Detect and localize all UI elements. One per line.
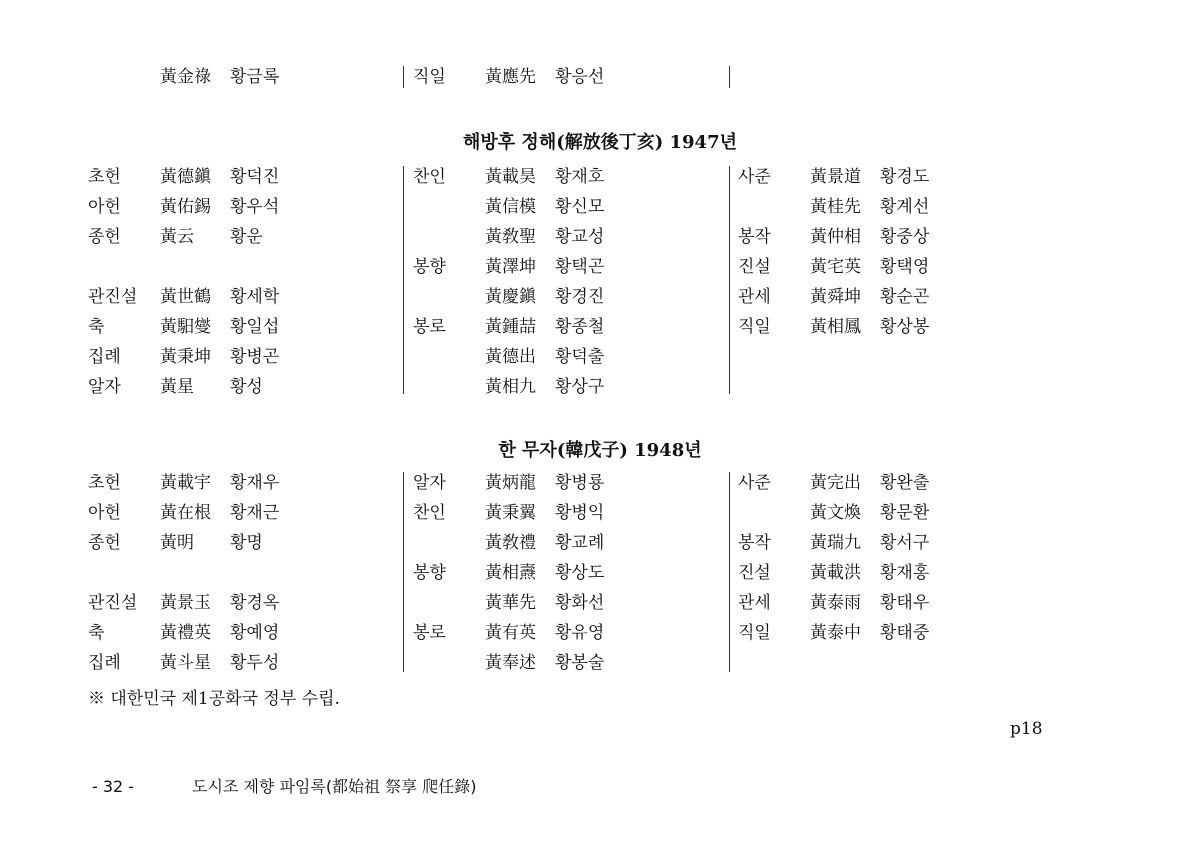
roster-hanja-name: 黃炳龍 bbox=[485, 473, 536, 493]
roster-hangul-name: 황재우 bbox=[230, 473, 280, 493]
roster-role: 아헌 bbox=[88, 197, 121, 217]
roster-hangul-name: 황응선 bbox=[555, 67, 605, 87]
roster-hanja-name: 黃舜坤 bbox=[810, 287, 861, 307]
roster-hangul-name: 황상봉 bbox=[880, 317, 930, 337]
roster-hanja-name: 黃秉坤 bbox=[160, 347, 211, 367]
roster-hanja-name: 黃完出 bbox=[810, 473, 861, 493]
roster-hangul-name: 황택영 bbox=[880, 257, 930, 277]
roster-hanja-name: 黃相燾 bbox=[485, 563, 536, 583]
roster-role: 봉작 bbox=[738, 533, 771, 553]
page-label: p18 bbox=[1010, 719, 1043, 739]
roster-role: 축 bbox=[88, 317, 105, 337]
roster-hanja-name: 黃敎禮 bbox=[485, 533, 536, 553]
roster-role: 관진설 bbox=[88, 593, 138, 613]
roster-hanja-name: 黃應先 bbox=[485, 67, 536, 87]
roster-hanja-name: 黃文煥 bbox=[810, 503, 861, 523]
footnote: ※ 대한민국 제1공화국 정부 수립. bbox=[88, 689, 340, 709]
roster-role: 사준 bbox=[738, 167, 771, 187]
page-footer bbox=[92, 772, 476, 802]
roster-hanja-name: 黃泰雨 bbox=[810, 593, 861, 613]
roster-hangul-name: 황순곤 bbox=[880, 287, 930, 307]
roster-hanja-name: 黃相鳳 bbox=[810, 317, 861, 337]
roster-hanja-name: 黃載洪 bbox=[810, 563, 861, 583]
roster-hangul-name: 황재근 bbox=[230, 503, 280, 523]
roster-hanja-name: 黃信模 bbox=[485, 197, 536, 217]
roster-hanja-name: 黃金祿 bbox=[160, 67, 211, 87]
roster-hanja-name: 黃載宇 bbox=[160, 473, 211, 493]
roster-hanja-name: 黃景道 bbox=[810, 167, 861, 187]
section-1948-divider-2 bbox=[729, 472, 730, 672]
roster-hanja-name: 黃秉翼 bbox=[485, 503, 536, 523]
roster-role: 관세 bbox=[738, 287, 771, 307]
roster-role: 봉로 bbox=[413, 317, 446, 337]
roster-role: 찬인 bbox=[413, 167, 446, 187]
roster-hanja-name: 黃世鶴 bbox=[160, 287, 211, 307]
roster-hanja-name: 黃有英 bbox=[485, 623, 536, 643]
roster-hangul-name: 황화선 bbox=[555, 593, 605, 613]
roster-hanja-name: 黃澤坤 bbox=[485, 257, 536, 277]
roster-hangul-name: 황금록 bbox=[230, 67, 280, 87]
roster-hanja-name: 黃慶鎭 bbox=[485, 287, 536, 307]
roster-hanja-name: 黃華先 bbox=[485, 593, 536, 613]
roster-role: 직일 bbox=[738, 623, 771, 643]
section-1948-divider-1 bbox=[403, 472, 404, 672]
roster-hangul-name: 황상도 bbox=[555, 563, 605, 583]
roster-hanja-name: 黃載昊 bbox=[485, 167, 536, 187]
roster-hangul-name: 황경옥 bbox=[230, 593, 280, 613]
roster-role: 봉향 bbox=[413, 257, 446, 277]
roster-role: 초헌 bbox=[88, 473, 121, 493]
roster-role: 초헌 bbox=[88, 167, 121, 187]
roster-hangul-name: 황완출 bbox=[880, 473, 930, 493]
roster-role: 진설 bbox=[738, 563, 771, 583]
roster-hangul-name: 황병익 bbox=[555, 503, 605, 523]
roster-hanja-name: 黃禮英 bbox=[160, 623, 211, 643]
roster-role: 찬인 bbox=[413, 503, 446, 523]
roster-hanja-name: 黃德出 bbox=[485, 347, 536, 367]
roster-hangul-name: 황세학 bbox=[230, 287, 280, 307]
roster-hangul-name: 황교성 bbox=[555, 227, 605, 247]
roster-hangul-name: 황봉술 bbox=[555, 653, 605, 673]
roster-role: 관진설 bbox=[88, 287, 138, 307]
roster-hangul-name: 황병룡 bbox=[555, 473, 605, 493]
roster-hanja-name: 黃在根 bbox=[160, 503, 211, 523]
roster-hangul-name: 황문환 bbox=[880, 503, 930, 523]
roster-hangul-name: 황병곤 bbox=[230, 347, 280, 367]
roster-hangul-name: 황덕진 bbox=[230, 167, 280, 187]
roster-hanja-name: 黃桂先 bbox=[810, 197, 861, 217]
section-1947-divider-1 bbox=[403, 166, 404, 394]
roster-hangul-name: 황두성 bbox=[230, 653, 280, 673]
roster-hangul-name: 황경도 bbox=[880, 167, 930, 187]
roster-hangul-name: 황교례 bbox=[555, 533, 605, 553]
section-1947-divider-2 bbox=[729, 166, 730, 394]
roster-hangul-name: 황택곤 bbox=[555, 257, 605, 277]
roster-role: 직일 bbox=[413, 67, 446, 87]
roster-hanja-name: 黃瑞九 bbox=[810, 533, 861, 553]
roster-hangul-name: 황태우 bbox=[880, 593, 930, 613]
roster-role: 종헌 bbox=[88, 227, 121, 247]
roster-hangul-name: 황유영 bbox=[555, 623, 605, 643]
roster-hanja-name: 黃敎聖 bbox=[485, 227, 536, 247]
roster-role: 봉작 bbox=[738, 227, 771, 247]
top-divider-1 bbox=[403, 66, 404, 88]
roster-hanja-name: 黃明 bbox=[160, 533, 194, 553]
roster-hangul-name: 황서구 bbox=[880, 533, 930, 553]
roster-role: 아헌 bbox=[88, 503, 121, 523]
roster-hangul-name: 황중상 bbox=[880, 227, 930, 247]
roster-role: 진설 bbox=[738, 257, 771, 277]
roster-role: 봉향 bbox=[413, 563, 446, 583]
roster-hanja-name: 黃奉述 bbox=[485, 653, 536, 673]
roster-hangul-name: 황재홍 bbox=[880, 563, 930, 583]
roster-hangul-name: 황운 bbox=[230, 227, 263, 247]
roster-hanja-name: 黃馹燮 bbox=[160, 317, 211, 337]
roster-role: 집례 bbox=[88, 347, 121, 367]
roster-hangul-name: 황명 bbox=[230, 533, 263, 553]
roster-hangul-name: 황예영 bbox=[230, 623, 280, 643]
footer-page-number: - 32 - bbox=[92, 777, 135, 796]
roster-hanja-name: 黃泰中 bbox=[810, 623, 861, 643]
roster-role: 알자 bbox=[88, 377, 121, 397]
roster-role: 사준 bbox=[738, 473, 771, 493]
roster-hangul-name: 황계선 bbox=[880, 197, 930, 217]
roster-hanja-name: 黃鍾喆 bbox=[485, 317, 536, 337]
roster-hanja-name: 黃德鎭 bbox=[160, 167, 211, 187]
roster-role: 알자 bbox=[413, 473, 446, 493]
roster-hangul-name: 황덕출 bbox=[555, 347, 605, 367]
roster-hanja-name: 黃斗星 bbox=[160, 653, 211, 673]
roster-hangul-name: 황태중 bbox=[880, 623, 930, 643]
roster-hanja-name: 黃佑錫 bbox=[160, 197, 211, 217]
roster-role: 축 bbox=[88, 623, 105, 643]
roster-role: 관세 bbox=[738, 593, 771, 613]
roster-hangul-name: 황성 bbox=[230, 377, 263, 397]
roster-hanja-name: 黃仲相 bbox=[810, 227, 861, 247]
roster-hangul-name: 황우석 bbox=[230, 197, 280, 217]
roster-hanja-name: 黃相九 bbox=[485, 377, 536, 397]
roster-hangul-name: 황상구 bbox=[555, 377, 605, 397]
roster-hangul-name: 황일섭 bbox=[230, 317, 280, 337]
section-1948-title: 한 무자(韓戊子) 1948년 bbox=[498, 440, 702, 461]
roster-role: 봉로 bbox=[413, 623, 446, 643]
roster-hangul-name: 황재호 bbox=[555, 167, 605, 187]
top-divider-2 bbox=[729, 66, 730, 88]
section-1947-title: 해방후 정해(解放後丁亥) 1947년 bbox=[463, 132, 737, 153]
roster-hanja-name: 黃云 bbox=[160, 227, 194, 247]
roster-hangul-name: 황신모 bbox=[555, 197, 605, 217]
roster-hanja-name: 黃星 bbox=[160, 377, 194, 397]
roster-role: 집례 bbox=[88, 653, 121, 673]
roster-hanja-name: 黃景玉 bbox=[160, 593, 211, 613]
roster-role: 직일 bbox=[738, 317, 771, 337]
roster-role: 종헌 bbox=[88, 533, 121, 553]
roster-hangul-name: 황경진 bbox=[555, 287, 605, 307]
roster-hanja-name: 黃宅英 bbox=[810, 257, 861, 277]
roster-hangul-name: 황종철 bbox=[555, 317, 605, 337]
footer-book-title: 도시조 제향 파임록(都始祖 祭享 爬任錄) bbox=[192, 777, 477, 796]
